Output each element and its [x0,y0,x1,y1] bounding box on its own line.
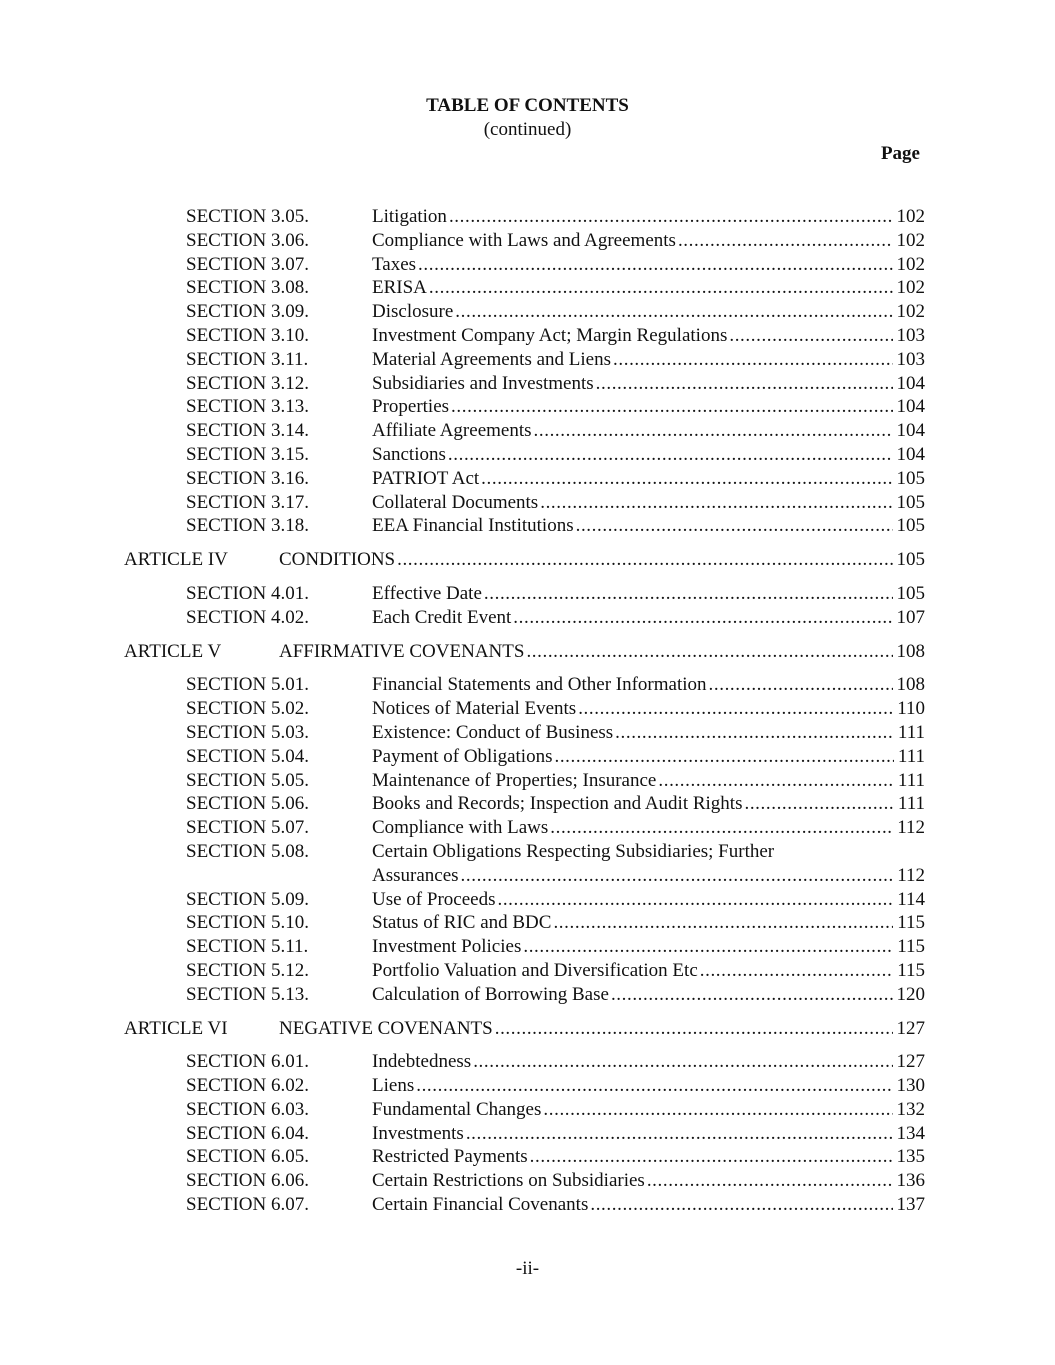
section-number: SECTION 5.08. [186,840,309,862]
toc-entry [372,721,925,745]
toc-entry [372,1169,925,1193]
toc-section-row [0,324,1055,348]
toc-entry [372,840,925,864]
section-number: SECTION 3.06. [186,229,309,251]
dot-leader [578,697,893,721]
toc-section-row [0,792,1055,816]
entry-page-number: 136 [896,1170,925,1192]
toc-entry [372,935,925,959]
section-number: SECTION 3.14. [186,420,309,442]
entry-page-number: 108 [896,640,925,662]
toc-article-row [0,1017,1055,1041]
toc-article-row [0,640,1055,664]
toc-entry [372,1074,925,1098]
dot-leader [576,514,893,538]
toc-entry [372,229,925,253]
dot-leader [553,911,893,935]
entry-page-number: 134 [896,1122,925,1144]
entry-title: Maintenance of Properties; Insurance [372,769,657,791]
dot-leader [729,324,892,348]
page-column-label: Page [880,143,920,164]
entry-page-number: 102 [896,206,925,227]
entry-title: CONDITIONS [279,549,396,571]
section-number: SECTION 3.11. [186,348,309,370]
entry-page-number: 130 [896,1075,925,1097]
section-number: SECTION 3.18. [186,515,309,537]
article-number: ARTICLE IV [124,549,228,571]
entry-page-number: 104 [896,420,925,442]
entry-page-number: 105 [896,515,925,537]
toc-section-row [0,395,1055,419]
toc-entry [372,348,925,372]
entry-page-number: 104 [896,396,925,418]
entry-title: Material Agreements and Liens [372,348,612,370]
toc-entry [372,467,925,491]
toc-entry [279,1017,925,1041]
entry-title: Portfolio Valuation and Diversification Etc [372,959,698,981]
dot-leader [709,673,893,697]
toc-entry [372,491,925,515]
entry-page-number: 137 [896,1194,925,1216]
toc-entry [372,205,925,229]
section-number: SECTION 5.01. [186,674,309,696]
entry-page-number: 120 [896,983,925,1005]
entry-title: Calculation of Borrowing Base [372,983,609,1005]
toc-section-row [0,300,1055,324]
entry-title: PATRIOT Act [372,467,480,489]
entry-title: Properties [372,396,450,418]
section-number: SECTION 6.05. [186,1146,309,1168]
section-number: SECTION 3.13. [186,396,309,418]
section-number: SECTION 5.03. [186,721,309,743]
article-number: ARTICLE V [124,640,222,662]
toc-section-row [0,1145,1055,1169]
toc-entry [279,548,925,572]
dot-leader [613,348,892,372]
toc-entry [372,1193,925,1217]
toc-section-row [0,443,1055,467]
entry-title: Indebtedness [372,1051,472,1073]
entry-title: Certain Obligations Respecting Subsidiaries; Further [372,840,775,862]
dot-leader [615,721,894,745]
toc-entry [372,324,925,348]
article-number: ARTICLE VI [124,1017,228,1039]
toc-section-row [0,467,1055,491]
toc-section-row [0,205,1055,229]
toc-section-row [0,721,1055,745]
entry-title: Liens [372,1075,415,1097]
section-number: SECTION 6.04. [186,1122,309,1144]
toc-entry [372,372,925,396]
entry-page-number: 103 [896,324,925,346]
entry-title: Assurances [372,864,459,886]
entry-page-number: 105 [896,549,925,571]
section-number: SECTION 3.17. [186,491,309,513]
entry-page-number: 115 [897,936,925,958]
entry-title: Books and Records; Inspection and Audit Rights [372,793,743,815]
dot-leader [451,395,892,419]
entry-page-number: 105 [896,491,925,513]
entry-title: AFFIRMATIVE COVENANTS [279,640,525,662]
toc-entry [372,745,925,769]
dot-leader [647,1169,893,1193]
toc-entry [372,959,925,983]
entry-page-number: 104 [896,372,925,394]
entry-title: Existence: Conduct of Business [372,721,614,743]
section-number: SECTION 5.11. [186,936,309,958]
dot-leader [534,419,893,443]
toc-section-row [0,1098,1055,1122]
section-number: SECTION 5.04. [186,745,309,767]
toc-entry [372,673,925,697]
toc-section-row [0,769,1055,793]
section-number: SECTION 3.07. [186,253,309,275]
entry-title: Investment Company Act; Margin Regulations [372,324,728,346]
entry-title: Compliance with Laws [372,817,549,839]
section-number: SECTION 5.05. [186,769,309,791]
dot-leader [455,300,892,324]
toc-section-row [0,864,1055,888]
toc-section-row [0,983,1055,1007]
entry-page-number: 127 [896,1051,925,1073]
entry-page-number: 132 [896,1098,925,1120]
toc-section-row [0,816,1055,840]
toc-title: TABLE OF CONTENTS [426,95,629,116]
dot-leader [461,864,894,888]
toc-entry [372,1145,925,1169]
section-number: SECTION 3.12. [186,372,309,394]
toc-section-row [0,1193,1055,1217]
section-number: SECTION 5.06. [186,793,309,815]
entry-title: Investments [372,1122,464,1144]
dot-leader [596,372,893,396]
dot-leader [611,983,893,1007]
entry-title: Certain Financial Covenants [372,1194,589,1216]
dot-leader [484,582,893,606]
entry-page-number: 111 [897,745,925,767]
section-number: SECTION 3.15. [186,443,309,465]
entry-page-number: 115 [897,912,925,934]
toc-section-row [0,514,1055,538]
entry-page-number: 103 [896,348,925,370]
dot-leader [481,467,892,491]
toc-section-row [0,253,1055,277]
toc-section-row [0,840,1055,864]
page-number: -ii- [515,1258,540,1279]
toc-entry [372,582,925,606]
toc-entry [372,253,925,277]
dot-leader [397,548,892,572]
entry-title: Restricted Payments [372,1146,528,1168]
dot-leader [449,205,893,229]
entry-page-number: 102 [896,253,925,275]
entry-page-number: 111 [897,721,925,743]
toc-section-row [0,673,1055,697]
dot-leader [530,1145,893,1169]
entry-title: Effective Date [372,582,482,604]
dot-leader [466,1122,893,1146]
dot-leader [590,1193,892,1217]
toc-entry [372,864,925,888]
toc-entry [372,300,925,324]
dot-leader [700,959,893,983]
toc-subtitle: (continued) [483,119,572,140]
entry-title: Compliance with Laws and Agreements [372,229,676,251]
entry-page-number: 135 [896,1146,925,1168]
dot-leader [513,606,892,630]
entry-page-number: 102 [896,301,925,323]
entry-title: Each Credit Event [372,606,512,628]
section-number: SECTION 3.05. [186,206,309,227]
entry-page-number: 105 [896,582,925,604]
toc-entry [372,443,925,467]
toc-section-row [0,1074,1055,1098]
entry-page-number: 105 [896,467,925,489]
entry-title: EEA Financial Institutions [372,515,574,537]
dot-leader [550,816,893,840]
toc-section-row [0,1122,1055,1146]
section-number: SECTION 5.10. [186,912,309,934]
dot-leader [448,443,893,467]
entry-title: Subsidiaries and Investments [372,372,594,394]
entry-title: Litigation [372,206,447,227]
toc-entry [372,395,925,419]
section-number: SECTION 4.02. [186,606,309,628]
toc-section-row [0,348,1055,372]
toc-entry [372,792,925,816]
section-number: SECTION 6.01. [186,1051,309,1073]
entry-title: ERISA [372,277,427,299]
entry-title: Payment of Obligations [372,745,553,767]
toc-section-row [0,491,1055,515]
entry-page-number: 114 [897,888,925,910]
section-number: SECTION 3.08. [186,277,309,299]
section-number: SECTION 5.13. [186,983,309,1005]
toc-section-row [0,1169,1055,1193]
dot-leader [497,888,893,912]
toc-section-row [0,276,1055,300]
toc-entry [279,640,925,664]
entry-page-number: 115 [897,959,925,981]
entry-title: Status of RIC and BDC [372,912,552,934]
dot-leader [540,491,892,515]
entry-title: Fundamental Changes [372,1098,542,1120]
toc-section-row [0,582,1055,606]
entry-title: Certain Restrictions on Subsidiaries [372,1170,645,1192]
dot-leader [523,935,893,959]
toc-section-row [0,1050,1055,1074]
toc-entry [372,276,925,300]
section-number: SECTION 5.07. [186,817,309,839]
toc-entry [372,769,925,793]
dot-leader [526,640,892,664]
entry-title: Collateral Documents [372,491,539,513]
section-number: SECTION 4.01. [186,582,309,604]
toc-entry [372,697,925,721]
entry-title: NEGATIVE COVENANTS [279,1017,493,1039]
entry-page-number: 107 [896,606,925,628]
entry-title: Use of Proceeds [372,888,496,910]
entry-title: Disclosure [372,301,454,323]
entry-page-number: 108 [896,674,925,696]
toc-article-row [0,548,1055,572]
entry-page-number: 102 [896,277,925,299]
entry-page-number: 127 [896,1017,925,1039]
entry-page-number: 104 [896,443,925,465]
toc-list [0,205,1055,1217]
section-number: SECTION 3.09. [186,301,309,323]
toc-entry [372,888,925,912]
toc-section-row [0,959,1055,983]
toc-entry [372,983,925,1007]
dot-leader [418,253,892,277]
toc-entry [372,911,925,935]
dot-leader [473,1050,892,1074]
section-number: SECTION 5.02. [186,698,309,720]
dot-leader [554,745,893,769]
section-number: SECTION 6.06. [186,1170,309,1192]
entry-title: Affiliate Agreements [372,420,532,442]
entry-page-number: 111 [897,793,925,815]
toc-entry [372,419,925,443]
toc-section-row [0,745,1055,769]
toc-section-row [0,419,1055,443]
toc-section-row [0,935,1055,959]
toc-section-row [0,911,1055,935]
toc-entry [372,514,925,538]
section-number: SECTION 6.07. [186,1194,309,1216]
entry-page-number: 112 [897,817,925,839]
toc-entry [372,606,925,630]
toc-section-row [0,888,1055,912]
toc-section-row [0,229,1055,253]
section-number: SECTION 5.09. [186,888,309,910]
section-number: SECTION 3.10. [186,324,309,346]
section-number: SECTION 5.12. [186,959,309,981]
dot-leader [416,1074,892,1098]
entry-page-number: 110 [897,698,925,720]
dot-leader [678,229,893,253]
entry-title: Taxes [372,253,417,275]
section-number: SECTION 6.03. [186,1098,309,1120]
dot-leader [495,1017,893,1041]
section-number: SECTION 3.16. [186,467,309,489]
entry-title: Sanctions [372,443,446,465]
section-number: SECTION 6.02. [186,1075,309,1097]
entry-title: Notices of Material Events [372,698,577,720]
entry-page-number: 112 [897,864,925,886]
entry-page-number: 102 [896,229,925,251]
entry-page-number: 111 [897,769,925,791]
toc-section-row [0,372,1055,396]
entry-title: Financial Statements and Other Information [372,674,707,696]
toc-entry [372,1050,925,1074]
toc-section-row [0,606,1055,630]
toc-entry [372,1098,925,1122]
toc-entry [372,816,925,840]
entry-title: Investment Policies [372,936,522,958]
dot-leader [744,792,893,816]
dot-leader [543,1098,892,1122]
toc-entry [372,1122,925,1146]
dot-leader [429,276,893,300]
toc-section-row [0,697,1055,721]
dot-leader [658,769,894,793]
